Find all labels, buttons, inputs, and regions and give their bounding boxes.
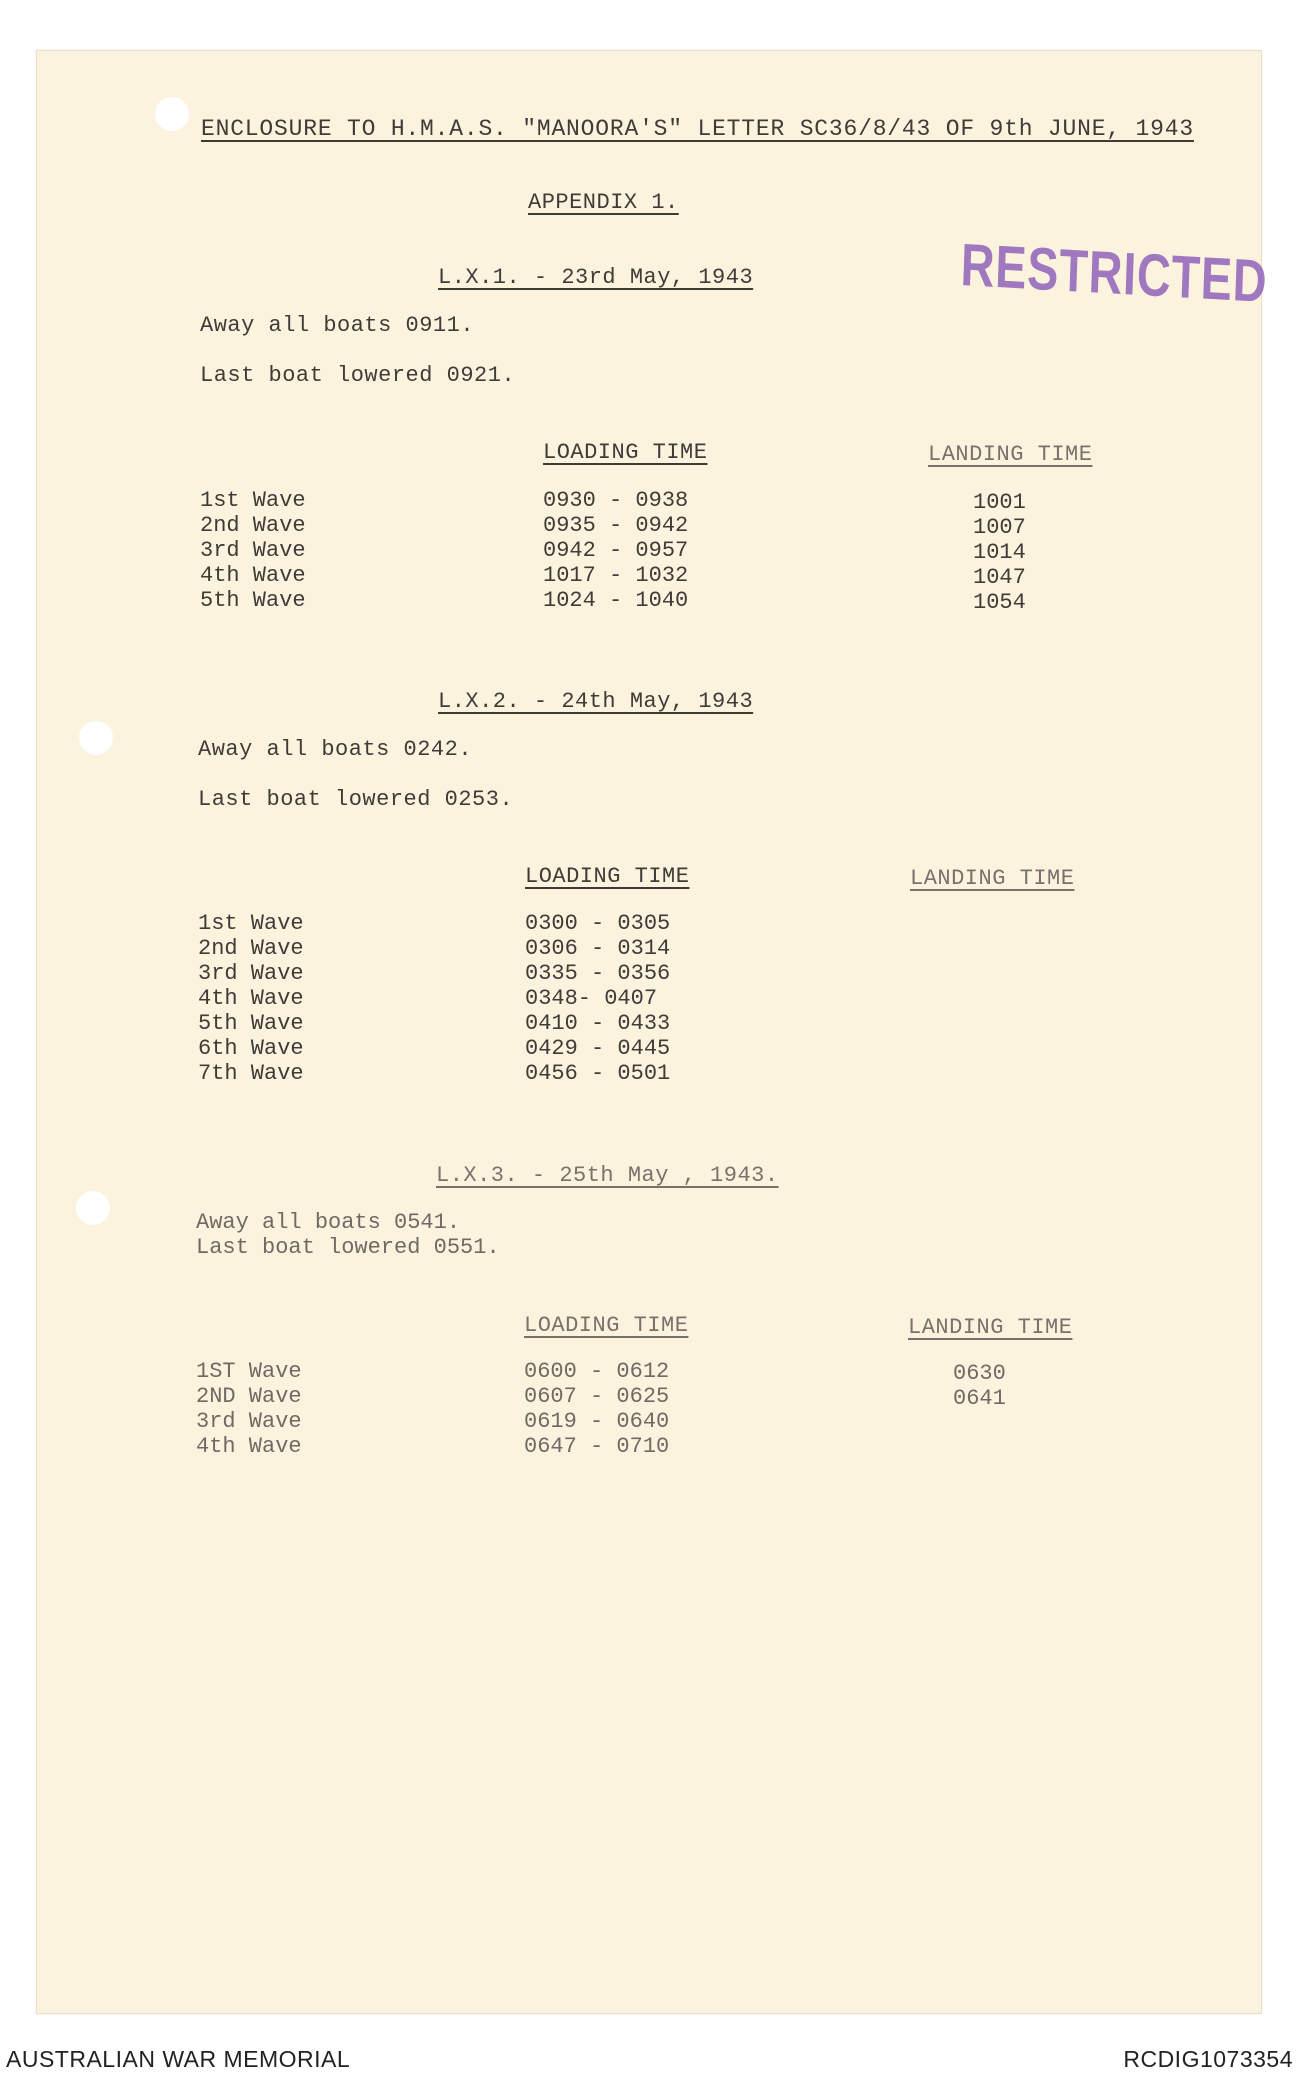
table-cell: 1014 bbox=[973, 540, 1026, 565]
table-cell: 1047 bbox=[973, 565, 1026, 590]
table-cell: 1054 bbox=[973, 590, 1026, 615]
table-cell: 2nd Wave bbox=[198, 936, 304, 961]
last-boat-lowered: Last boat lowered 0551. bbox=[196, 1235, 500, 1260]
table-cell: 0410 - 0433 bbox=[525, 1011, 671, 1036]
table-cell: 0429 - 0445 bbox=[525, 1036, 671, 1061]
loading-time-header: LOADING TIME bbox=[543, 440, 708, 465]
table-cell: 0348- 0407 bbox=[525, 986, 658, 1011]
table-cell: 0930 - 0938 bbox=[543, 488, 689, 513]
footer-record-id: RCDIG1073354 bbox=[1123, 2046, 1293, 2072]
table-cell: 2ND Wave bbox=[196, 1384, 302, 1409]
last-boat-lowered: Last boat lowered 0921. bbox=[200, 363, 516, 388]
exercise-title: L.X.2. - 24th May, 1943 bbox=[438, 689, 754, 714]
wave-column bbox=[196, 1359, 302, 1459]
table-cell: 0630 bbox=[953, 1361, 1006, 1386]
loading-times-column bbox=[524, 1359, 669, 1459]
landing-time-header: LANDING TIME bbox=[910, 866, 1075, 891]
table-cell: 0335 - 0356 bbox=[525, 961, 671, 986]
appendix-title: APPENDIX 1. bbox=[528, 190, 679, 215]
table-cell: 0300 - 0305 bbox=[525, 911, 671, 936]
table-cell: 3rd Wave bbox=[196, 1409, 302, 1434]
table-cell: 0456 - 0501 bbox=[525, 1061, 671, 1086]
table-cell: 1017 - 1032 bbox=[543, 563, 689, 588]
landing-times-column bbox=[973, 490, 1026, 615]
table-cell: 1001 bbox=[973, 490, 1026, 515]
table-cell: 5th Wave bbox=[200, 588, 306, 613]
table-cell: 4th Wave bbox=[200, 563, 306, 588]
table-cell: 7th Wave bbox=[198, 1061, 304, 1086]
table-cell: 0306 - 0314 bbox=[525, 936, 671, 961]
table-cell: 4th Wave bbox=[196, 1434, 302, 1459]
table-cell: 4th Wave bbox=[198, 986, 304, 1011]
away-all-boats: Away all boats 0242. bbox=[198, 737, 473, 762]
table-cell: 1st Wave bbox=[200, 488, 306, 513]
last-boat-lowered: Last boat lowered 0253. bbox=[198, 787, 514, 812]
restricted-stamp: RESTRICTED bbox=[959, 230, 1269, 316]
punch-hole-middle bbox=[79, 721, 113, 755]
punch-hole-lower bbox=[76, 1191, 110, 1225]
punch-hole-top bbox=[155, 97, 189, 131]
wave-column bbox=[198, 911, 304, 1086]
table-cell: 0935 - 0942 bbox=[543, 513, 689, 538]
table-cell: 1007 bbox=[973, 515, 1026, 540]
enclosure-header: ENCLOSURE TO H.M.A.S. "MANOORA'S" LETTER SC36/8/43 OF 9th JUNE, 1943 bbox=[201, 116, 1194, 142]
loading-time-header: LOADING TIME bbox=[525, 864, 690, 889]
table-cell: 0619 - 0640 bbox=[524, 1409, 670, 1434]
table-cell: 2nd Wave bbox=[200, 513, 306, 538]
table-cell: 0647 - 0710 bbox=[524, 1434, 670, 1459]
table-cell: 1ST Wave bbox=[196, 1359, 302, 1384]
loading-time-header: LOADING TIME bbox=[524, 1313, 689, 1338]
table-cell: 6th Wave bbox=[198, 1036, 304, 1061]
exercise-title: L.X.3. - 25th May , 1943. bbox=[436, 1163, 779, 1188]
footer-archive-name: AUSTRALIAN WAR MEMORIAL bbox=[6, 2046, 351, 2072]
boat-times-block bbox=[196, 1210, 500, 1260]
table-cell: 3rd Wave bbox=[198, 961, 304, 986]
loading-times-column bbox=[525, 911, 670, 1086]
table-cell: 0607 - 0625 bbox=[524, 1384, 670, 1409]
exercise-title: L.X.1. - 23rd May, 1943 bbox=[438, 265, 754, 290]
table-cell: 1st Wave bbox=[198, 911, 304, 936]
table-cell: 0600 - 0612 bbox=[524, 1359, 670, 1384]
landing-time-header: LANDING TIME bbox=[908, 1315, 1073, 1340]
table-cell: 5th Wave bbox=[198, 1011, 304, 1036]
table-cell: 1024 - 1040 bbox=[543, 588, 689, 613]
table-cell: 0942 - 0957 bbox=[543, 538, 689, 563]
away-all-boats: Away all boats 0541. bbox=[196, 1210, 461, 1235]
landing-times-column bbox=[953, 1361, 1006, 1411]
wave-column bbox=[200, 488, 306, 613]
loading-times-column bbox=[543, 488, 688, 613]
landing-time-header: LANDING TIME bbox=[928, 442, 1093, 467]
table-cell: 0641 bbox=[953, 1386, 1006, 1411]
away-all-boats: Away all boats 0911. bbox=[200, 313, 475, 338]
table-cell: 3rd Wave bbox=[200, 538, 306, 563]
